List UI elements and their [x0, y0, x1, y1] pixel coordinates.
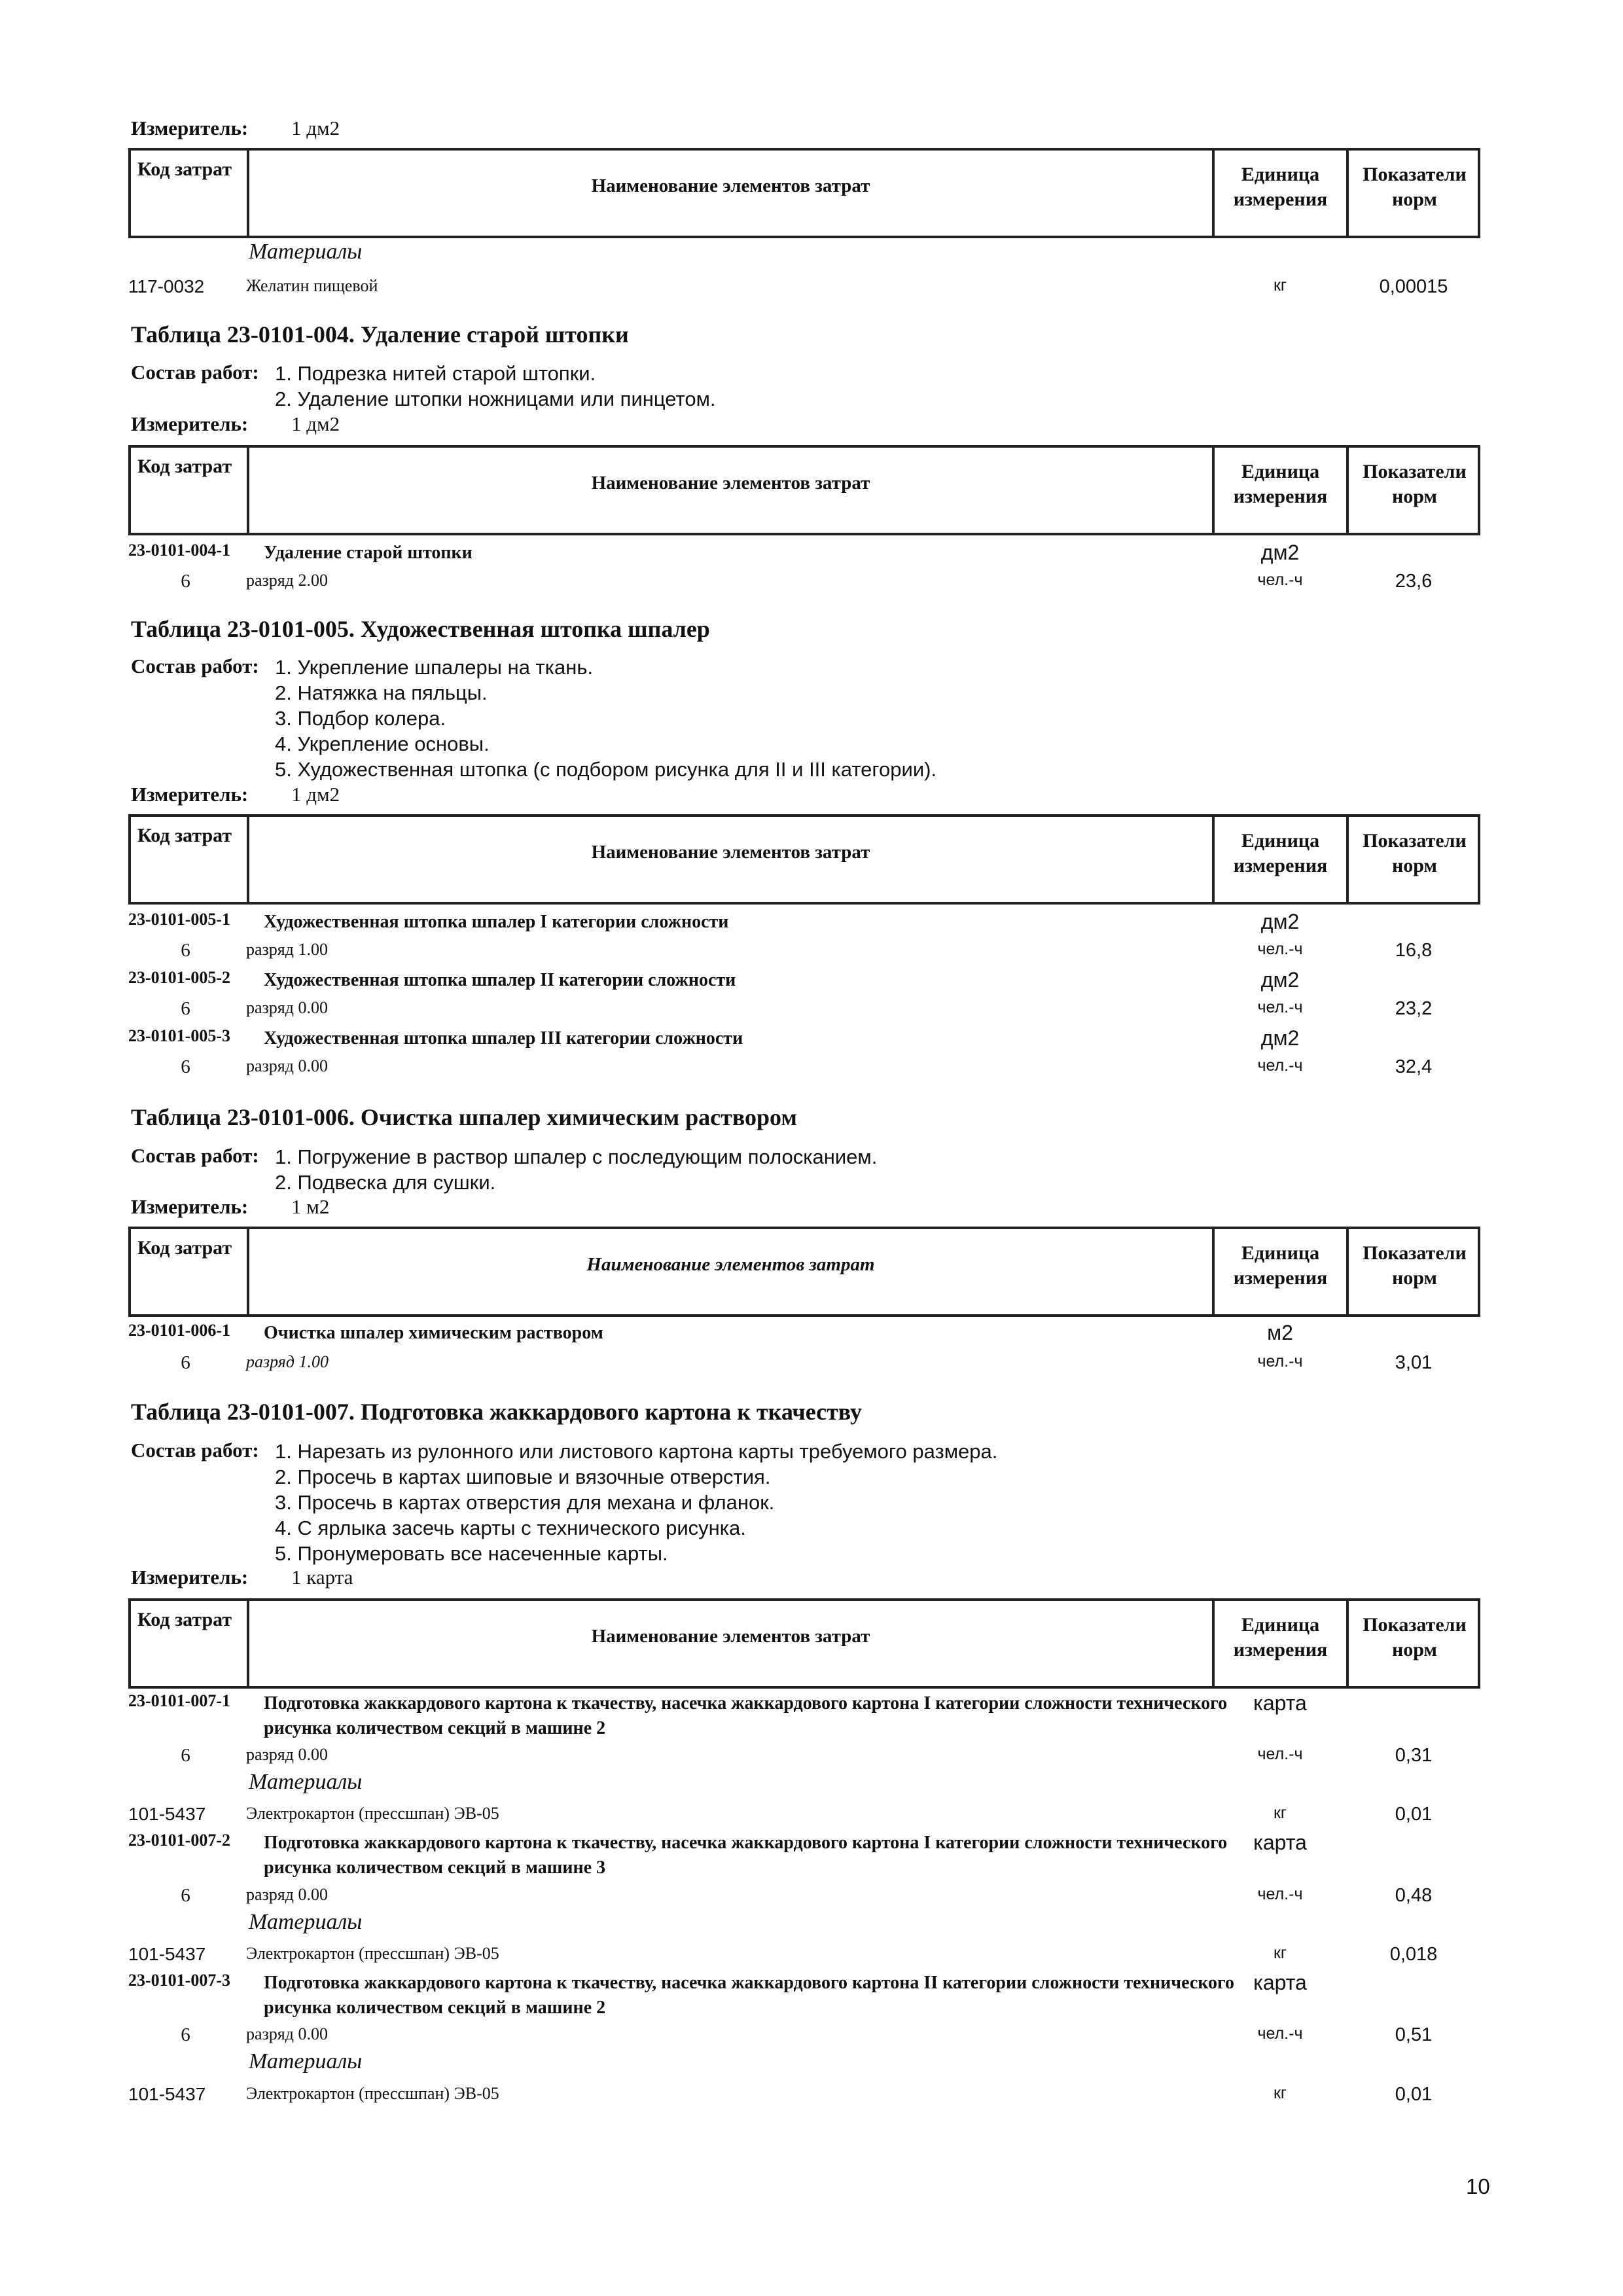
work-composition: Состав работ: 1. Подрезка нитей старой штопки. 2. Удаление штопки ножницами или пинцетом.: [131, 361, 716, 410]
work-item: 1. Подрезка нитей старой штопки.: [275, 362, 596, 385]
col-norm-header: Показатели норм: [1363, 164, 1467, 210]
work-item: 2. Просечь в картах шиповые и вязочные отверстия.: [275, 1465, 771, 1488]
table-header: Код затрат Наименование элементов затрат Единица измерения Показатели норм: [128, 445, 1480, 535]
work-item: 2. Подвеска для сушки.: [275, 1171, 496, 1194]
measure-line: Измеритель: 1 м2: [131, 1195, 330, 1218]
measure-line: Измеритель: 1 дм2: [131, 412, 340, 435]
measure-line: Измеритель: 1 дм2: [131, 783, 340, 806]
table-title: Таблица 23-0101-004. Удаление старой штопки: [131, 321, 629, 348]
work-item: 5. Пронумеровать все насеченные карты.: [275, 1542, 668, 1565]
document-page: Измеритель: 1 дм2 Код затрат Наименование элементов затрат Единица измерения Показатели норм Материалы 117-0032 Желатин пищевой кг 0,00015 Таблица 23-0101-004. Удаление старой штопки Состав работ: 1. Подрезка нитей старой штопки. 2. Удаление штопки ножницами или пинцетом. Измеритель: 1 дм2 Код затрат Наименование элементов затрат Единица измерения Показатели норм 23-0101-004-1 Удаление старой штопки дм2 6 разряд 2.00 чел.-ч 23,6 Таблица 23-0101-005. Художественная штопка шпалер Состав работ: 1. Укрепление шпалеры на ткань. 2. Натяжка на пяльцы. 3. Подбор колера. 4. Укрепление основы. 5. Художественная штопка (с подбором рисунка для II и III категории). Измеритель: 1 дм2 Код затрат Наименование элементов затрат Единица измерения Показатели норм 23-0101-005-1 Художественная штопка шпалер I категории сложности дм2 6 разряд 1.00 чел.-ч 16,8 23-0101-005-2 Художественная штопка шпалер II категории сложности дм2 6 разряд 0.00 чел.-ч 23,2 23-0101-005-3 Художественная штопка шпалер III категории сложности дм2 6 разряд 0.00 чел.-ч 32,4 Таблица 23-0101-006. Очистка шпалер химическим раствором Состав работ: 1. Погружение в раствор шпалер с последующим полосканием. 2. Подвеска для сушки. Измеритель: 1 м2 Код затрат Наименование элементов затрат Единица измерения Показатели норм 23-0101-006-1 Очистка шпалер химическим раствором м2 6 разряд 1.00 чел.-ч 3,01 Таблица 23-0101-007. Подготовка жаккардового картона к ткачеству Состав работ: 1. Нарезать из рулонного или листового картона карты требуемого размера. 2. Просечь в картах шиповые и вязочные отверстия. 3. Просечь в картах отверстия для механа и фланок. 4. С ярлыка засечь карты с технического рисунка. 5. Пронумеровать все насеченные карты. Измеритель: 1 карта Код затрат Наименование элементов затрат Единица измерения Показатели норм 23-0101-007-1 Подготовка жаккардового картона к ткачеству, насечка жаккардового картона I категории сложности технического рисунка количеством секций в машине 2 карта 6 разряд 0.00 чел.-ч 0,31 Материалы 101-5437 Электрокартон (прессшпан) ЭВ-05 кг 0,01 23-0101-007-2 Подготовка жаккардового картона к ткачеству, насечка жаккардового картона I категории сложности технического рисунка количеством секций в машине 3 карта 6 разряд 0.00 чел.-ч 0,48 Материалы 101-5437 Электрокартон (прессшпан) ЭВ-05 кг 0,018 23-0101-007-3 Подготовка жаккардового картона к ткачеству, насечка жаккардового картона II категории сложности технического рисунка количеством секций в машине 2 карта 6 разряд 0.00 чел.-ч 0,51 Материалы 101-5437 Электрокартон (прессшпан) ЭВ-05 кг 0,01 10: [128, 117, 1490, 2198]
table-title: Таблица 23-0101-007. Подготовка жаккардового картона к ткачеству: [131, 1399, 863, 1425]
work-item: 1. Погружение в раствор шпалер с последующим полосканием.: [275, 1145, 878, 1168]
work-item: 2. Натяжка на пяльцы.: [275, 681, 488, 704]
work-item: 1. Укрепление шпалеры на ткань.: [275, 656, 594, 679]
table-header: Код затрат Наименование элементов затрат Единица измерения Показатели норм: [128, 814, 1480, 905]
work-composition: Состав работ: 1. Нарезать из рулонного или листового картона карты требуемого размера. 2. Просечь в картах шиповые и вязочные отверстия. 3. Просечь в картах отверстия для механа и фланок. 4. С ярлыка засечь карты с технического рисунка. 5. Пронумеровать все насеченные карты.: [131, 1439, 998, 1565]
work-item: 4. С ярлыка засечь карты с технического рисунка.: [275, 1516, 746, 1539]
table-header: Код затрат Наименование элементов затрат Единица измерения Показатели норм: [128, 1227, 1480, 1317]
work-item: 3. Просечь в картах отверстия для механа и фланок.: [275, 1491, 775, 1514]
table-title: Таблица 23-0101-006. Очистка шпалер химическим раствором: [131, 1104, 797, 1130]
work-item: 1. Нарезать из рулонного или листового картона карты требуемого размера.: [275, 1440, 998, 1463]
work-item: 5. Художественная штопка (с подбором рисунка для II и III категории).: [275, 758, 937, 781]
work-item: 3. Подбор колера.: [275, 707, 446, 730]
page-number: 10: [1466, 2174, 1490, 2198]
col-unit-header: Единица измерения: [1233, 164, 1328, 210]
col-name-header: Наименование элементов затрат: [591, 175, 870, 196]
table-header: Код затрат Наименование элементов затрат Единица измерения Показатели норм: [128, 1598, 1480, 1689]
work-item: 2. Удаление штопки ножницами или пинцетом.: [275, 387, 716, 410]
measure-line: Измеритель: 1 дм2: [131, 117, 340, 139]
work-composition: Состав работ: 1. Укрепление шпалеры на ткань. 2. Натяжка на пяльцы. 3. Подбор колера. 4. Укрепление основы. 5. Художественная штопка (с подбором рисунка для II и III категории).: [131, 655, 937, 781]
measure-line: Измеритель: 1 карта: [131, 1566, 353, 1588]
work-composition: Состав работ: 1. Погружение в раствор шпалер с последующим полосканием. 2. Подвеска для сушки.: [131, 1144, 878, 1194]
table-title: Таблица 23-0101-005. Художественная штопка шпалер: [131, 616, 710, 642]
table-header: [128, 148, 1480, 238]
col-code-header: Код затрат: [137, 158, 232, 180]
work-item: 4. Укрепление основы.: [275, 732, 490, 755]
